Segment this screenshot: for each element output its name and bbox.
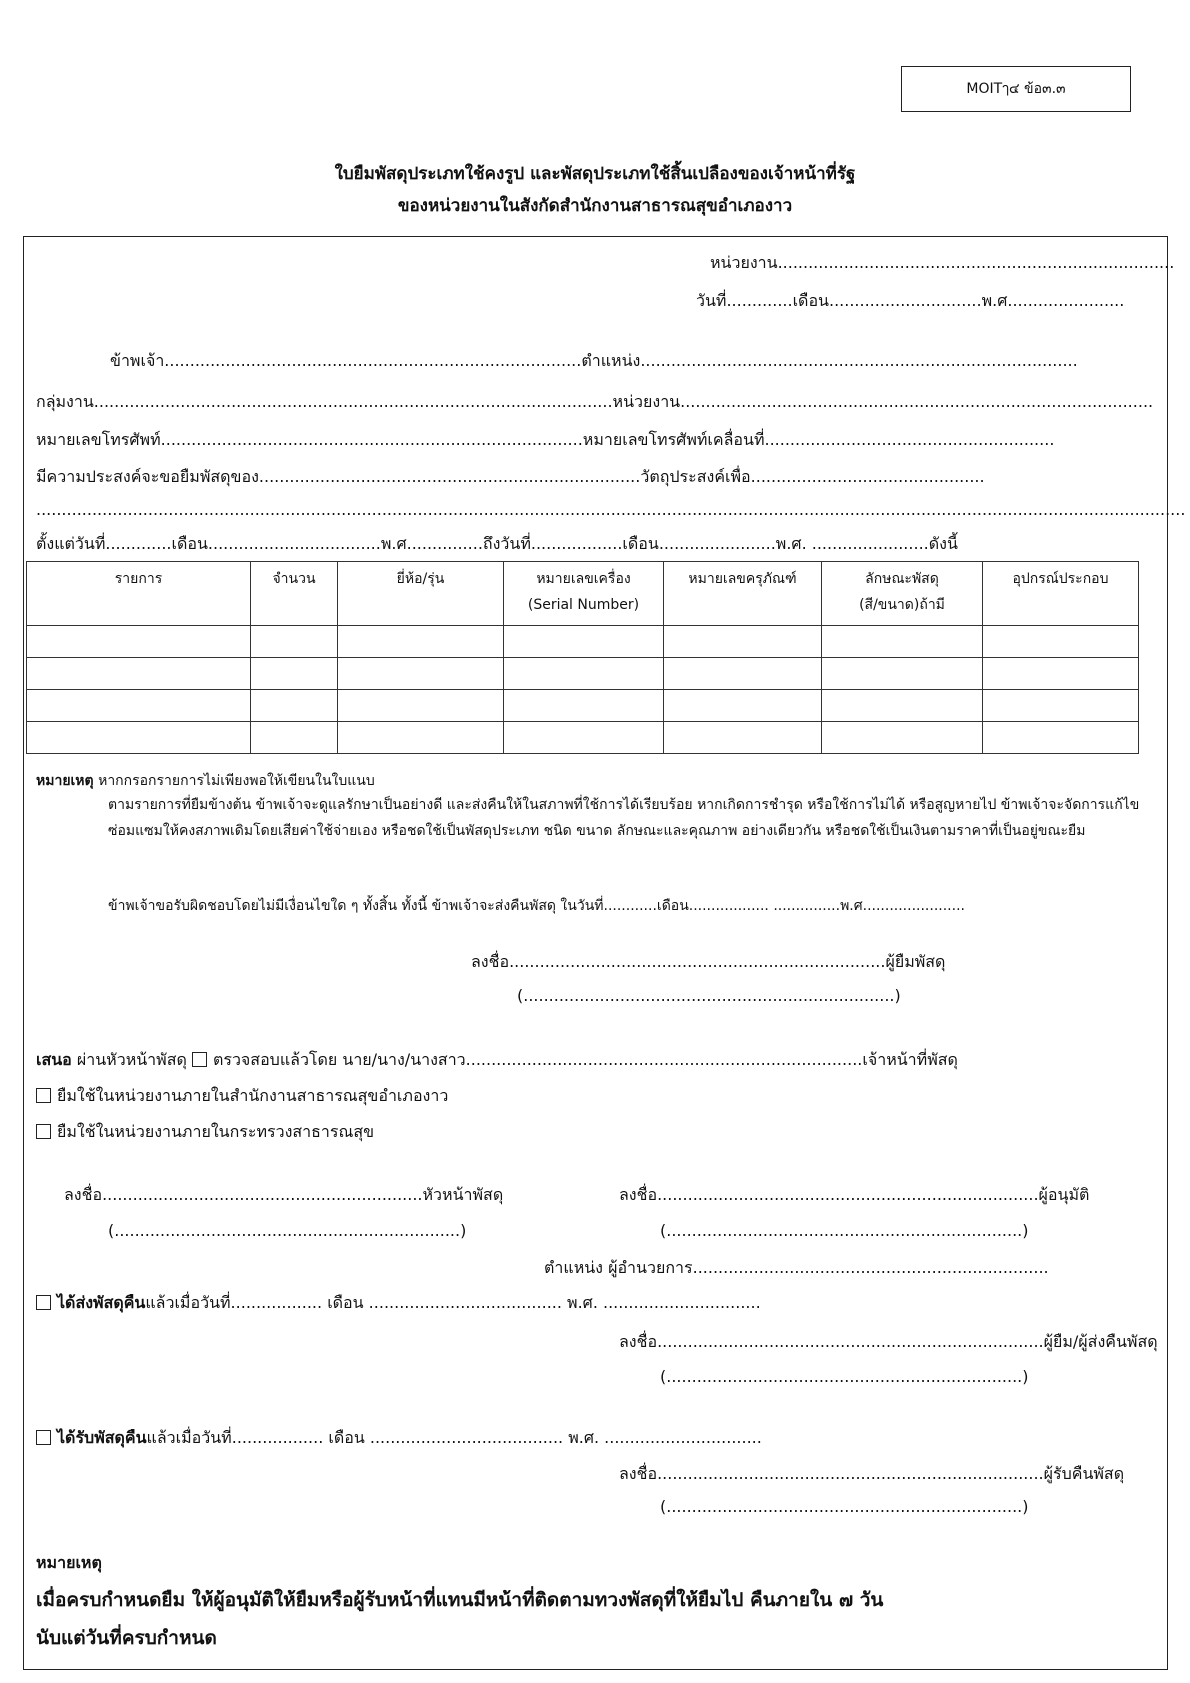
form-code: MOITๅ๔ ข้อ๓.๓	[966, 81, 1066, 97]
approver-name[interactable]: (......................................................................)	[660, 1221, 1029, 1240]
form-title-line1: ใบยืมพัสดุประเภทใช้คงรูป และพัสดุประเภทใช้สิ้นเปลืองของเจ้าหน้าที่รัฐ	[334, 164, 856, 184]
table-cell[interactable]	[504, 658, 664, 690]
returned-date-field[interactable]: แล้วเมื่อวันที่.................. เดือน ...................................... พ.ศ. ...............................	[145, 1293, 761, 1312]
propose-text: ผ่านหัวหน้าพัสดุ	[71, 1050, 192, 1069]
returned-checkbox[interactable]	[36, 1295, 51, 1310]
table-cell[interactable]	[27, 690, 251, 722]
table-cell[interactable]	[664, 722, 822, 754]
table-row	[27, 626, 1139, 658]
table-cell[interactable]	[251, 690, 338, 722]
remark-label: หมายเหตุ	[36, 773, 94, 789]
table-cell[interactable]	[338, 626, 504, 658]
received-label: ได้รับพัสดุคืน	[57, 1428, 147, 1447]
checked-by-checkbox[interactable]	[192, 1052, 207, 1067]
table-cell[interactable]	[664, 626, 822, 658]
table-cell[interactable]	[251, 722, 338, 754]
attachment-remark	[36, 770, 375, 792]
group-unit-field[interactable]: กลุ่มงาน......................................................................................................หน่วยงาน.............................................................................................	[36, 392, 1154, 411]
col-header-serial: หมายเลขเครื่อง (Serial Number)	[504, 562, 664, 626]
approver-signature[interactable]: ลงชื่อ...........................................................................ผู้อนุมัติ	[619, 1185, 1090, 1204]
received-checkbox[interactable]	[36, 1430, 51, 1445]
receiver-signature[interactable]: ลงชื่อ............................................................................ผู้รับคืนพัสดุ	[619, 1464, 1125, 1483]
returner-signature[interactable]: ลงชื่อ............................................................................ผู้ยืม/ผู้ส่งคืนพัสดุ	[619, 1332, 1158, 1351]
table-row	[27, 690, 1139, 722]
table-cell[interactable]	[504, 690, 664, 722]
table-header-row	[27, 562, 1139, 626]
table-cell[interactable]	[664, 658, 822, 690]
table-cell[interactable]	[664, 690, 822, 722]
purpose-continuation-field[interactable]: ..................................................................................................................................................................................................................................	[36, 500, 1186, 519]
table-row	[27, 722, 1139, 754]
returner-name[interactable]: (......................................................................)	[660, 1367, 1029, 1386]
supply-head-signature[interactable]: ลงชื่อ...............................................................หัวหน้าพัสดุ	[64, 1185, 504, 1204]
propose-line	[36, 1048, 958, 1073]
purpose-field[interactable]: มีความประสงค์จะขอยืมพัสดุของ...........................................................................วัตถุประสงค์เพื่อ..............................................	[36, 467, 985, 486]
table-cell[interactable]	[251, 626, 338, 658]
table-cell[interactable]	[983, 658, 1139, 690]
table-cell[interactable]	[251, 658, 338, 690]
table-cell[interactable]	[983, 722, 1139, 754]
table-cell[interactable]	[822, 658, 983, 690]
table-cell[interactable]	[822, 722, 983, 754]
agreement-text: ตามรายการที่ยืมข้างต้น ข้าพเจ้าจะดูแลรักษาเป็นอย่างดี และส่งคืนให้ในสภาพที่ใช้การได้เรียบร้อย หากเกิดการชำรุด หรือใช้การไม่ได้ หรือสูญหายไป ข้าพเจ้าจะจัดการแก้ไขซ่อมแซมให้คงสภาพเดิมโดยเสียค่าใช้จ่ายเอง หรือชดใช้เป็นพัสดุประเภท ชนิด ขนาด ลักษณะและคุณภาพ อย่างเดียวกัน หรือชดใช้เป็นเงินตามราคาที่เป็นอยู่ขณะยืม	[108, 797, 1140, 839]
supply-head-name[interactable]: (....................................................................)	[108, 1221, 467, 1240]
phone-field[interactable]: หมายเลขโทรศัพท์...................................................................................หมายเลขโทรศัพท์เคลื่อนที่.........................................................	[36, 430, 1055, 449]
col-header-asset-number: หมายเลขครุภัณฑ์	[664, 562, 822, 626]
borrower-name[interactable]: (.........................................................................)	[517, 986, 901, 1005]
received-date-field[interactable]: แล้วเมื่อวันที่.................. เดือน ...................................... พ.ศ. ...............................	[146, 1428, 762, 1447]
final-note-line1: เมื่อครบกำหนดยืม ให้ผู้อนุมัติให้ยืมหรือผู้รับหน้าที่แทนมีหน้าที่ติดตามทวงพัสดุที่ให้ยืมไป คืนภายใน ๗ วัน	[36, 1589, 884, 1611]
agreement-paragraph	[30, 792, 1160, 844]
final-note-label: หมายเหตุ	[36, 1553, 102, 1572]
col-header-item: รายการ	[27, 562, 251, 626]
option-within-district[interactable]	[36, 1084, 448, 1109]
option-within-ministry[interactable]	[36, 1120, 374, 1145]
checked-by-text[interactable]: ตรวจสอบแล้วโดย นาย/นาง/นางสาว..............................................................................เจ้าหน้าที่พัสดุ	[212, 1050, 958, 1069]
returned-label: ได้ส่งพัสดุคืน	[57, 1293, 146, 1312]
table-cell[interactable]	[822, 626, 983, 658]
propose-label: เสนอ	[36, 1050, 72, 1069]
option-within-ministry-checkbox[interactable]	[36, 1124, 51, 1139]
table-cell[interactable]	[338, 690, 504, 722]
return-date-field[interactable]: ข้าพเจ้าขอรับผิดชอบโดยไม่มีเงื่อนไขใด ๆ ทั้งสิ้น ทั้งนี้ ข้าพเจ้าจะส่งคืนพัสดุ ในวันที่............เดือน.................. ...............พ.ศ.......................	[108, 898, 965, 914]
form-title-line2: ของหน่วยงานในสังกัดสำนักงานสาธารณสุขอำเภองาว	[397, 196, 793, 216]
remark-text: หากกรอกรายการไม่เพียงพอให้เขียนในใบแนบ	[93, 773, 375, 789]
table-cell[interactable]	[27, 626, 251, 658]
borrower-signature[interactable]: ลงชื่อ..........................................................................ผู้ยืมพัสดุ	[471, 952, 946, 971]
table-cell[interactable]	[27, 722, 251, 754]
table-cell[interactable]	[338, 658, 504, 690]
option-within-ministry-label: ยืมใช้ในหน่วยงานภายในกระทรวงสาธารณสุข	[57, 1122, 375, 1141]
option-within-district-checkbox[interactable]	[36, 1088, 51, 1103]
date-field[interactable]: วันที่.............เดือน..............................พ.ศ.......................	[696, 291, 1125, 310]
table-cell[interactable]	[983, 626, 1139, 658]
table-row	[27, 658, 1139, 690]
table-cell[interactable]	[27, 658, 251, 690]
table-cell[interactable]	[504, 722, 664, 754]
table-cell[interactable]	[338, 722, 504, 754]
col-header-characteristics: ลักษณะพัสดุ (สี/ขนาด)ถ้ามี	[822, 562, 983, 626]
col-header-accessories: อุปกรณ์ประกอบ	[983, 562, 1139, 626]
approver-position[interactable]: ตำแหน่ง ผู้อำนวยการ......................................................................	[544, 1258, 1049, 1277]
name-position-field[interactable]: ข้าพเจ้า..................................................................................ตำแหน่ง......................................................................................	[110, 351, 1078, 370]
unit-field[interactable]: หน่วยงาน..............................................................................	[710, 253, 1175, 272]
col-header-brand: ยี่ห้อ/รุ่น	[338, 562, 504, 626]
table-cell[interactable]	[504, 626, 664, 658]
receiver-name[interactable]: (......................................................................)	[660, 1497, 1029, 1516]
items-table	[26, 561, 1139, 754]
final-note-text	[36, 1581, 1156, 1657]
period-field[interactable]: ตั้งแต่วันที่.............เดือน..................................พ.ศ...............ถึงวันที่..................เดือน.......................พ.ศ. .......................ดังนี้	[36, 534, 958, 553]
form-code-box	[901, 66, 1131, 112]
table-cell[interactable]	[822, 690, 983, 722]
returned-line	[36, 1291, 761, 1316]
col-header-quantity: จำนวน	[251, 562, 338, 626]
received-line	[36, 1426, 762, 1451]
final-note-line2: นับแต่วันที่ครบกำหนด	[36, 1627, 217, 1649]
option-within-district-label: ยืมใช้ในหน่วยงานภายในสำนักงานสาธารณสุขอำเภองาว	[57, 1086, 449, 1105]
table-cell[interactable]	[983, 690, 1139, 722]
